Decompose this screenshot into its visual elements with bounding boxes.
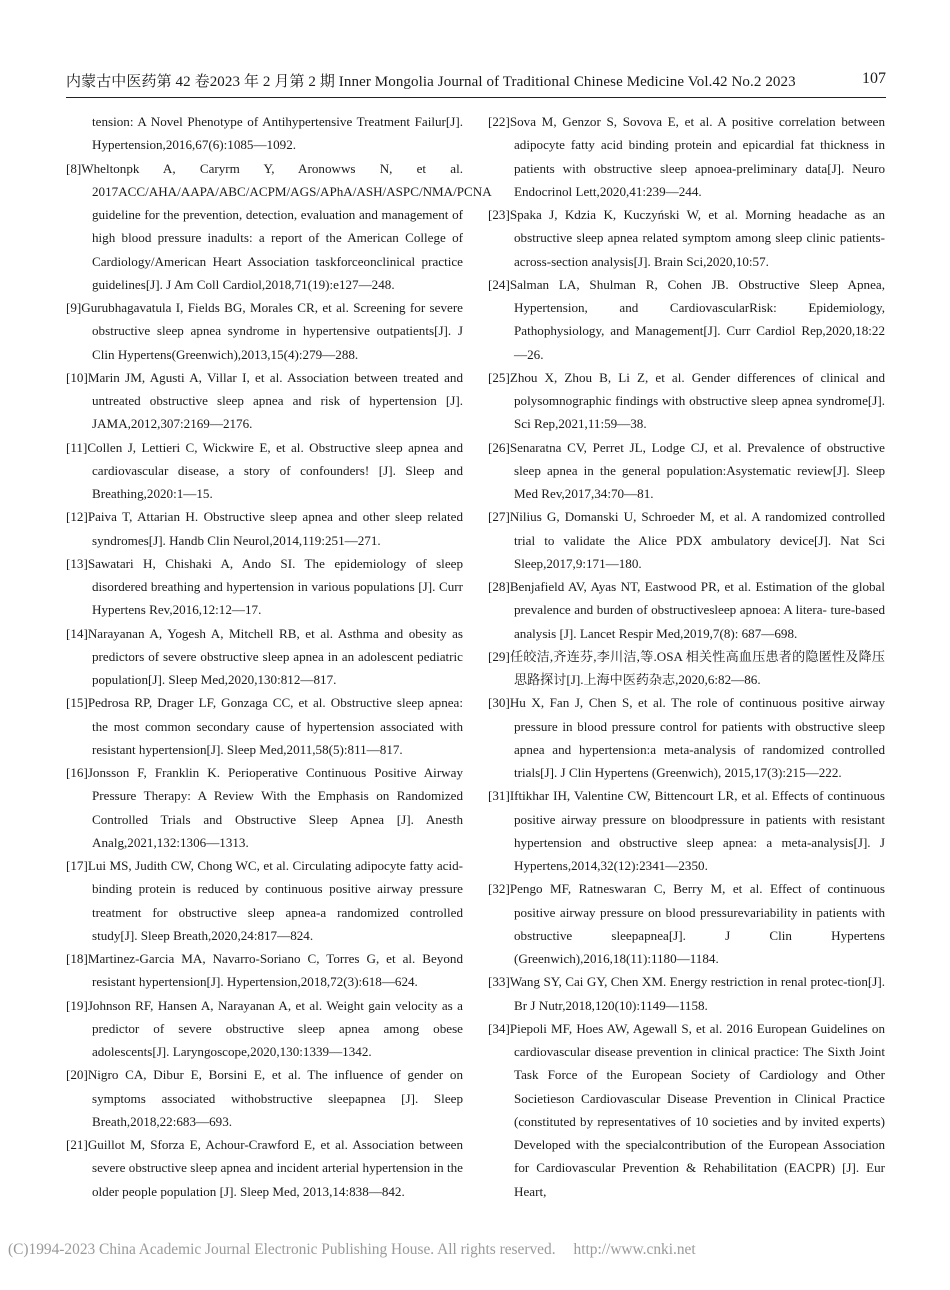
reference-23: [23]Spaka J, Kdzia K, Kuczyński W, et al. Morning headache as an obstructive sleep apnea related symptom among sleep clinic patients-across-section analysis[J]. Brain Sci,2020,10:57. <box>488 207 885 269</box>
reference-30: [30]Hu X, Fan J, Chen S, et al. The role of continuous positive airway pressure in blood pressure control for patients with obstructive sleep apnea and hypertension:a meta-analysis of randomized controlled trials[J]. J Clin Hypertens (Greenwich), 2015,17(3):215—222. <box>488 695 885 780</box>
reference-31: [31]Iftikhar IH, Valentine CW, Bittencourt LR, et al. Effects of continuous positive airway pressure on bloodpressure in patients with resistant hypertension and obstructive sleep apnea: a meta-analysis[J]. J Hypertens,2014,32(12):2341—2350. <box>488 788 885 873</box>
reference-12: [12]Paiva T, Attarian H. Obstructive sleep apnea and other sleep related syndromes[J]. Handb Clin Neurol,2014,119:251—271. <box>66 509 463 548</box>
reference-16: [16]Jonsson F, Franklin K. Perioperative Continuous Positive Airway Pressure Therapy: A Review With the Emphasis on Randomized Controlled Trials and Obstructive Sleep Apnea [J]. Anesth Analg,2021,132:1306—1313. <box>66 765 463 850</box>
reference-29: [29]任皎洁,齐连芬,李川洁,等.OSA 相关性高血压患者的隐匿性及降压思路探讨[J].上海中医药杂志,2020,6:82—86. <box>488 648 885 687</box>
page-number: 107 <box>862 70 886 87</box>
reference-18: [18]Martinez-Garcia MA, Navarro-Soriano C, Torres G, et al. Beyond resistant hypertension[J]. Hypertension,2018,72(3):618—624. <box>66 951 463 990</box>
reference-21: [21]Guillot M, Sforza E, Achour-Crawford E, et al. Association between severe obstructive sleep apnea and incident arterial hypertension in the older people population [J]. Sleep Med, 2013,14:838—842. <box>66 1137 463 1199</box>
reference-26: [26]Senaratna CV, Perret JL, Lodge CJ, et al. Prevalence of obstructive sleep apnea in the general population:Asystematic review[J]. Sleep Med Rev,2017,34:70—81. <box>488 439 885 501</box>
reference-33: [33]Wang SY, Cai GY, Chen XM. Energy restriction in renal protec-tion[J]. Br J Nutr,2018,120(10):1149—1158. <box>488 974 885 1013</box>
page-header <box>66 70 886 94</box>
copyright-text: (C)1994-2023 China Academic Journal Electronic Publishing House. All rights reserved. <box>8 1241 556 1258</box>
reference-10: [10]Marin JM, Agusti A, Villar I, et al. Association between treated and untreated obstructive sleep apnea and risk of hypertension [J]. JAMA,2012,307:2169—2176. <box>66 369 463 432</box>
reference-14: [14]Narayanan A, Yogesh A, Mitchell RB, et al. Asthma and obesity as predictors of severe obstructive sleep apnea in an adolescent pediatric population[J]. Sleep Med,2020,130:812—817. <box>66 625 463 687</box>
reference-17: [17]Lui MS, Judith CW, Chong WC, et al. Circulating adipocyte fatty acid-binding protein is reduced by continuous positive airway pressure treatment for obstructive sleep apnea-a randomized controlled study[J]. Sleep Breath,2020,24:817—824. <box>66 858 463 943</box>
reference-25: [25]Zhou X, Zhou B, Li Z, et al. Gender differences of clinical and polysomnographic findings with obstructive sleep apnea syndrome[J]. Sci Rep,2021,11:59—38. <box>488 369 885 432</box>
reference-28: [28]Benjafield AV, Ayas NT, Eastwood PR, et al. Estimation of the global prevalence and burden of obstructivesleep apnoea: A litera- ture-based analysis [J]. Lancet Respir Med,2019,7(8): 687—698. <box>488 579 885 641</box>
journal-title-line: 内蒙古中医药第 42 卷2023 年 2 月第 2 期 Inner Mongolia Journal of Traditional Chinese Medicine Vol.42 No.2 2023 <box>66 74 796 90</box>
reference-32: [32]Pengo MF, Ratneswaran C, Berry M, et al. Effect of continuous positive airway pressure on blood pressurevariability in patients with obstructive sleepapnea[J]. J Clin Hypertens (Greenwich),2016,18(11):1180—1184. <box>488 881 885 966</box>
reference-9: [9]Gurubhagavatula I, Fields BG, Morales CR, et al. Screening for severe obstructive sleep apnea syndrome in hypertensive outpatients[J]. J Clin Hypertens(Greenwich),2013,15(4):279—288. <box>66 300 463 362</box>
reference-27: [27]Nilius G, Domanski U, Schroeder M, et al. A randomized controlled trial to validate the Alice PDX ambulatory device[J]. Nat Sci Sleep,2017,9:171—180. <box>488 509 885 571</box>
reference-11: [11]Collen J, Lettieri C, Wickwire E, et al. Obstructive sleep apnea and cardiovascular disease, a story of confounders! [J]. Sleep and Breathing,2020:1—15. <box>66 439 463 501</box>
reference-8: [8]Wheltonpk A, Caryrm Y, Aronowws N, et al. 2017ACC/AHA/AAPA/ABC/ACPM/AGS/APhA/ASH/ASPC/NMA/PCNA guideline for the prevention, detection, evaluation and management of high blood pressure inadults: a report of the American College of Cardiology/American Heart Association taskforceonclinical practice guidelines[J]. J Am Coll Cardiol,2018,71(19):e127—248. <box>66 160 492 292</box>
reference-20: [20]Nigro CA, Dibur E, Borsini E, et al. The influence of gender on symptoms associated withobstructive sleepapnea [J]. Sleep Breath,2018,22:683—693. <box>66 1067 463 1129</box>
reference-15: [15]Pedrosa RP, Drager LF, Gonzaga CC, et al. Obstructive sleep apnea: the most common secondary cause of hypertension associated with resistant hypertension[J]. Sleep Med,2011,58(5):811—817. <box>66 695 463 757</box>
reference-13: [13]Sawatari H, Chishaki A, Ando SI. The epidemiology of sleep disordered breathing and hypertension in various populations [J]. Curr Hypertens Rev,2016,12:12—17. <box>66 555 463 618</box>
reference-24: [24]Salman LA, Shulman R, Cohen JB. Obstructive Sleep Apnea, Hypertension, and CardiovascularRisk: Epidemiology, Pathophysiology, and Management[J]. Curr Cardiol Rep,2020,18:22—26. <box>488 276 885 362</box>
footer-url-link[interactable]: http://www.cnki.net <box>573 1241 696 1258</box>
reference-19: [19]Johnson RF, Hansen A, Narayanan A, et al. Weight gain velocity as a predictor of severe obstructive sleep apnea among obese adolescents[J]. Laryngoscope,2020,130:1339—1342. <box>66 997 463 1059</box>
header-divider <box>66 97 886 98</box>
left-reference-column <box>66 110 492 1203</box>
copyright-footer <box>8 1241 696 1259</box>
right-reference-column <box>488 110 885 1203</box>
reference-34: [34]Piepoli MF, Hoes AW, Agewall S, et al. 2016 European Guidelines on cardiovascular disease prevention in clinical practice: The Sixth Joint Task Force of the European Society of Cardiology and Other Societieson Cardiovascular Disease Prevention in Clinical Practice (constituted by representatives of 10 societies and by invited experts) Developed with the specialcontribution of the European Association for Cardiovascular Prevention & Rehabilitation (EACPR) [J]. Eur Heart, <box>488 1020 885 1199</box>
reference-22: [22]Sova M, Genzor S, Sovova E, et al. A positive correlation between adipocyte fatty acid binding protein and epicardial fat thickness in patients with obstructive sleep apnoea-preliminary data[J]. Neuro Endocrinol Lett,2020,41:239—244. <box>488 114 885 199</box>
reference-continuation: tension: A Novel Phenotype of Antihypertensive Treatment Failur[J]. Hypertension,2016,67(6):1085—1092. <box>92 114 463 153</box>
